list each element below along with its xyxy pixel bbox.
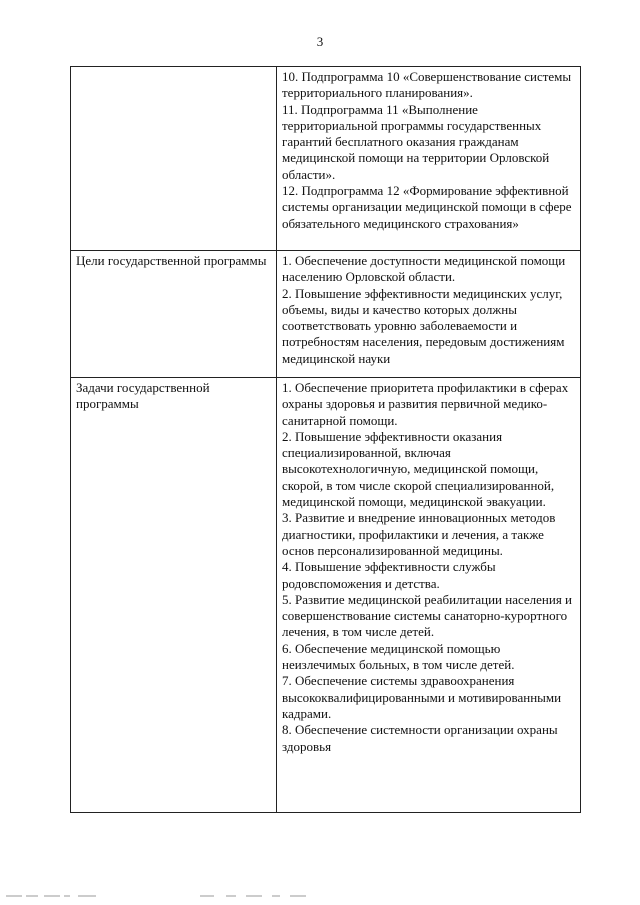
list-item: 6. Обеспечение медицинской помощью неизлечимых больных, в том числе детей. (282, 640, 515, 673)
row-label-goals: Цели государственной программы (71, 251, 277, 378)
list-item: 2. Повышение эффективности медицинских услуг, объемы, виды и качество которых должны соответствовать уровню заболеваемости и потребностям населения, передовым достижениям медицинской науки (282, 285, 565, 366)
row-label-tasks: Задачи государственной программы (71, 378, 277, 813)
program-passport-table (70, 66, 581, 813)
table-row (71, 251, 581, 378)
list-item: 1. Обеспечение приоритета профилактики в сферах охраны здоровья и развития первичной медико-санитарной помощи. (282, 380, 569, 428)
table-row (71, 378, 581, 813)
list-item: 1. Обеспечение доступности медицинской помощи населению Орловской области. (282, 253, 566, 285)
list-item: 10. Подпрограмма 10 «Совершенствование системы территориального планирования». (282, 69, 572, 101)
list-item: 7. Обеспечение системы здравоохранения высококвалифицированными и мотивированными кадрами. (282, 673, 562, 721)
page-number: 3 (316, 34, 324, 49)
list-item: 12. Подпрограмма 12 «Формирование эффективной системы организации медицинской помощи в сфере обязательного медицинского страхования» (282, 183, 572, 231)
row-content-cell (277, 67, 581, 251)
row-content-cell (277, 378, 581, 813)
list-item: 5. Развитие медицинской реабилитации населения и совершенствование системы санаторно-курортного лечения, в том числе детей. (282, 591, 573, 640)
list-item: 11. Подпрограмма 11 «Выполнение территориальной программы государственных гарантий бесплатного оказания гражданам медицинской помощи на территории Орловской области». (282, 101, 550, 182)
list-item: 2. Повышение эффективности оказания специализированной, включая высокотехнологичную, медицинской помощи, скорой, в том числе скорой специализированной, медицинской помощи, медицинской эвакуации. (282, 428, 555, 510)
row-label-cell (71, 67, 277, 251)
list-item: 8. Обеспечение системности организации охраны здоровья (282, 722, 558, 754)
scan-artifact-marks (0, 893, 640, 899)
list-item: 3. Развитие и внедрение инновационных методов диагностики, профилактики и лечения, а также основ персонализированной медицины. (282, 510, 556, 558)
list-item: 4. Повышение эффективности службы родовспоможения и детства. (282, 559, 496, 591)
table-row (71, 67, 581, 251)
row-content-cell (277, 251, 581, 378)
